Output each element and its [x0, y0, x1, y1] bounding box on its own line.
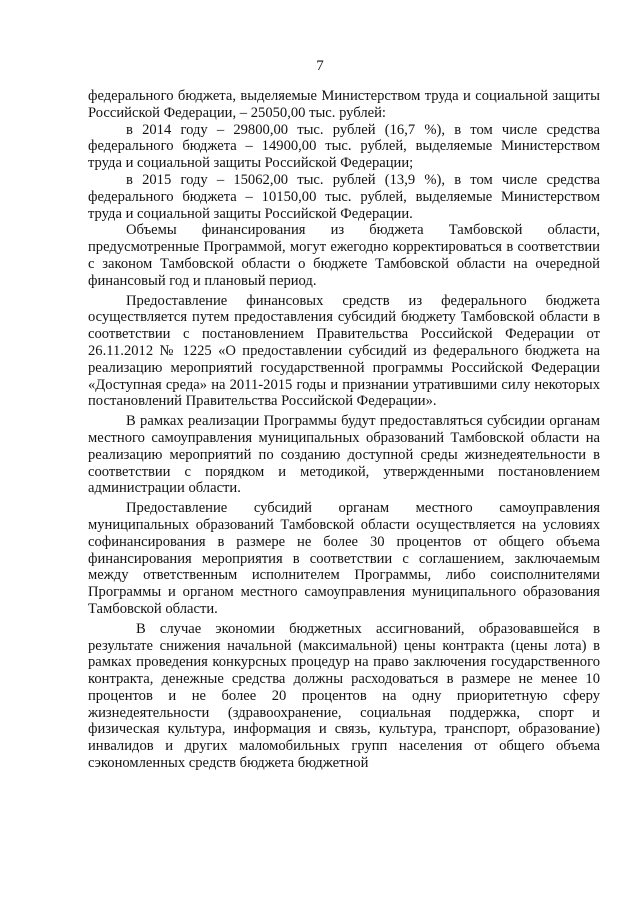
paragraph-cofinancing: Предоставление субсидий органам местного самоуправления муниципальных образований Тамбовской области осуществляется на условиях софинансирования в размере не более 30 процентов от общего объема финансирования мероприятия в соответствии с соглашением, заключаемым между ответственным исполнителем Программы, либо соисполнителями Программы и органом местного самоуправления муниципального образования Тамбовской области.	[88, 500, 600, 617]
paragraph-regional-financing: Объемы финансирования из бюджета Тамбовской области, предусмотренные Программой, могут ежегодно корректироваться в соответствии с законом Тамбовской области о бюджете Тамбовской области на очередной финансовый год и плановый период.	[88, 222, 600, 289]
paragraph-federal-subsidies: Предоставление финансовых средств из федерального бюджета осуществляется путем предоставления субсидий бюджету Тамбовской области в соответствии с постановлением Правительства Российской Федерации от 26.11.2012 № 1225 «О предоставлении субсидий из федерального бюджета на реализацию мероприятий государственной программы Российской Федерации «Доступная среда» на 2011-2015 годы и признании утратившими силу некоторых постановлений Правительства Российской Федерации».	[88, 292, 600, 410]
page-number: 7	[316, 58, 324, 74]
paragraph-municipal-subsidies: В рамках реализации Программы будут предоставляться субсидии органам местного самоуправления муниципальных образований Тамбовской области на реализацию мероприятий по созданию доступной среды жизнедеятельности в соответствии с порядком и методикой, утвержденными постановлением администрации области.	[88, 413, 600, 497]
paragraph-budget-2015: в 2015 году – 15062,00 тыс. рублей (13,9 %), в том числе средства федерального бюджета – 10150,00 тыс. рублей, выделяемые Министерством труда и социальной защиты Российской Федерации.	[88, 171, 600, 222]
paragraph-budget-2013-tail: федерального бюджета, выделяемые Министерством труда и социальной защиты Российской Федерации, – 25050,00 тыс. рублей:	[88, 88, 600, 121]
paragraph-savings: В случае экономии бюджетных ассигнований, образовавшейся в результате снижения начальной (максимальной) цены контракта (цены лота) в рамках проведения конкурсных процедур на право заключения государственного контракта, денежные средства должны расходоваться в размере не менее 10 процентов и не более 20 процентов на одну приоритетную сферу жизнедеятельности (здравоохранение, социальная поддержка, спорт и физическая культура, информация и связь, культура, транспорт, образование) инвалидов и других маломобильных групп населения от общего объема сэкономленных средств бюджета бюджетной	[88, 620, 600, 772]
paragraph-budget-2014: в 2014 году – 29800,00 тыс. рублей (16,7 %), в том числе средства федерального бюджета – 14900,00 тыс. рублей, выделяемые Министерством труда и социальной защиты Российской Федерации;	[88, 121, 600, 172]
document-body	[88, 88, 600, 772]
